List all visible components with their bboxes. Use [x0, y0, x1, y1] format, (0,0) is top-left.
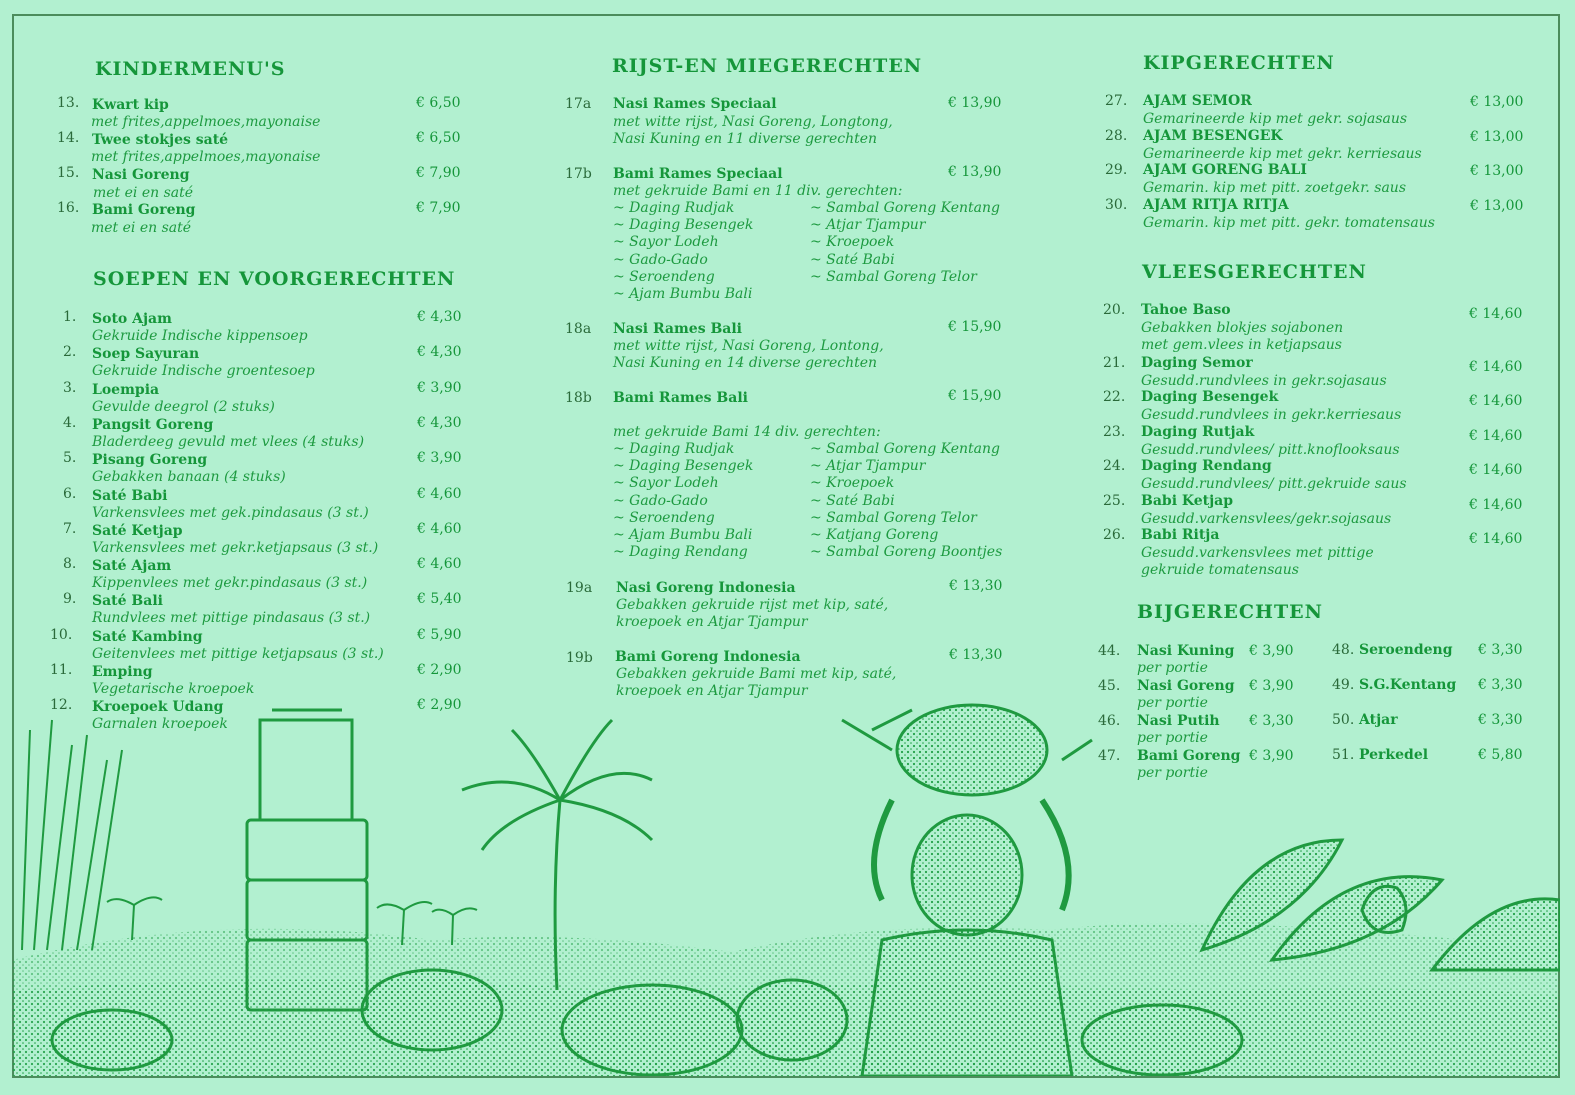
- item-name: AJAM RITJA RITJA: [1143, 196, 1289, 213]
- item-name: Pangsit Goreng: [92, 416, 214, 433]
- section-title-kip: KIPGERECHTEN: [1143, 52, 1335, 74]
- item-number: 48.: [1332, 642, 1355, 658]
- item-name: Perkedel: [1359, 747, 1429, 763]
- dish-sublist-item: ~ Daging Rudjak: [613, 200, 735, 216]
- item-price: € 14,60: [1469, 306, 1523, 322]
- item-description: kroepoek en Atjar Tjampur: [616, 614, 808, 630]
- item-price: € 7,90: [416, 165, 461, 181]
- item-name: Saté Kambing: [92, 628, 203, 645]
- item-number: 5.: [63, 450, 77, 467]
- item-number: 15.: [57, 165, 80, 181]
- item-number: 44.: [1098, 643, 1121, 659]
- dish-sublist-item: ~ Atjar Tjampur: [810, 217, 926, 234]
- section-title-bij: BIJGERECHTEN: [1137, 601, 1323, 623]
- item-price: € 3,90: [1249, 748, 1294, 764]
- item-description: kroepoek en Atjar Tjampur: [616, 683, 808, 699]
- item-name: Seroendeng: [1359, 642, 1453, 658]
- item-price: € 14,60: [1469, 531, 1523, 547]
- dish-sublist-item: ~ Saté Babi: [810, 492, 895, 509]
- item-number: 28.: [1105, 127, 1128, 144]
- item-name: Bami Goreng: [1137, 748, 1241, 764]
- item-description: Gekruide Indische kippensoep: [92, 328, 308, 344]
- item-price: € 5,40: [417, 591, 462, 608]
- item-price: € 3,90: [417, 450, 462, 467]
- item-price: € 7,90: [416, 200, 461, 216]
- item-name: Nasi Putih: [1137, 713, 1220, 729]
- item-description: Gesudd.rundvlees/ pitt.gekruide saus: [1141, 476, 1407, 492]
- dish-sublist-item: ~ Daging Rendang: [613, 544, 748, 561]
- item-number: 11.: [50, 662, 73, 678]
- dish-sublist-item: ~ Gado-Gado: [613, 492, 708, 509]
- dish-sublist-item: ~ Daging Besengek: [613, 217, 754, 234]
- item-description: Gekruide Indische groentesoep: [92, 363, 315, 380]
- item-name: Nasi Goreng: [1137, 678, 1235, 694]
- item-price: € 3,30: [1478, 642, 1523, 658]
- section-title-rijst: RIJST-EN MIEGERECHTEN: [612, 55, 923, 77]
- item-description: Gebakken gekruide rijst met kip, saté,: [616, 597, 889, 613]
- item-price: € 13,00: [1470, 197, 1524, 214]
- item-number: 49.: [1332, 677, 1355, 693]
- item-price: € 13,00: [1470, 128, 1524, 145]
- item-description: Gemarineerde kip met gekr. kerriesaus: [1143, 145, 1422, 162]
- item-price: € 2,90: [417, 697, 462, 714]
- item-name: Loempia: [92, 381, 160, 398]
- item-description: Gemarin. kip met pitt. gekr. tomatensaus: [1143, 214, 1435, 231]
- item-price: € 4,60: [417, 556, 462, 573]
- item-price: € 15,90: [948, 319, 1002, 335]
- item-number: 23.: [1103, 424, 1126, 440]
- item-number: 24.: [1103, 458, 1126, 474]
- section-title-vlees: VLEESGERECHTEN: [1142, 261, 1367, 283]
- item-name: Nasi Goreng: [92, 167, 190, 183]
- item-number: 18b: [565, 390, 592, 406]
- item-price: € 3,90: [1249, 678, 1294, 694]
- item-price: € 14,60: [1469, 428, 1523, 444]
- dish-sublist-item: ~ Sambal Goreng Kentang: [810, 200, 1000, 216]
- item-number: 1.: [63, 309, 77, 325]
- dish-sublist-item: ~ Sayor Lodeh: [613, 475, 719, 492]
- dish-sublist-item: ~ Daging Besengek: [613, 458, 754, 475]
- item-description: per portie: [1137, 660, 1208, 676]
- item-description: Gesudd.rundvlees in gekr.kerriesaus: [1141, 407, 1402, 423]
- dish-sublist-item: ~ Seroendeng: [613, 268, 715, 285]
- item-name: S.G.Kentang: [1359, 677, 1457, 693]
- item-description: Rundvlees met pittige pindasaus (3 st.): [92, 610, 371, 627]
- item-price: € 13,30: [949, 647, 1003, 663]
- item-description: met gem.vlees in ketjapsaus: [1141, 337, 1342, 353]
- item-price: € 6,50: [416, 130, 461, 146]
- item-description: Nasi Kuning en 11 diverse gerechten: [613, 131, 878, 147]
- item-number: 14.: [57, 130, 80, 146]
- item-number: 17a: [565, 96, 592, 112]
- item-number: 45.: [1098, 678, 1121, 694]
- item-price: € 13,90: [948, 95, 1002, 111]
- item-description: met witte rijst, Nasi Goreng, Lontong,: [613, 338, 884, 354]
- item-number: 12.: [50, 697, 73, 714]
- item-description: met ei en saté: [93, 185, 194, 201]
- item-description: met witte rijst, Nasi Goreng, Longtong,: [613, 114, 893, 130]
- item-description: Gesudd.rundvlees in gekr.sojasaus: [1141, 373, 1387, 389]
- item-number: 30.: [1105, 196, 1128, 213]
- item-description: met gekruide Bami en 11 div. gerechten:: [613, 183, 903, 199]
- item-price: € 4,30: [417, 309, 462, 325]
- dish-sublist-item: ~ Kroepoek: [810, 475, 895, 492]
- item-price: € 3,90: [417, 379, 462, 396]
- item-number: 7.: [63, 520, 77, 537]
- item-number: 20.: [1103, 302, 1126, 318]
- item-price: € 5,90: [417, 626, 462, 643]
- item-description: Kippenvlees met gekr.pindasaus (3 st.): [92, 575, 368, 592]
- item-name: Tahoe Baso: [1141, 302, 1231, 318]
- dish-sublist-item: ~ Sambal Goreng Kentang: [810, 441, 1000, 457]
- item-number: 16.: [57, 200, 80, 216]
- item-number: 8.: [63, 556, 77, 573]
- item-description: Gebakken gekruide Bami met kip, saté,: [616, 666, 897, 682]
- item-description: Gesudd.varkensvlees met pittige: [1141, 545, 1374, 561]
- dish-sublist-item: ~ Daging Rudjak: [613, 441, 735, 457]
- item-description: Varkensvlees met gekr.ketjapsaus (3 st.): [92, 539, 379, 556]
- item-name: Nasi Rames Bali: [613, 321, 742, 337]
- item-price: € 3,30: [1249, 713, 1294, 729]
- item-name: Saté Ajam: [92, 558, 172, 575]
- item-name: Bami Goreng: [92, 202, 196, 218]
- item-description: Gemarineerde kip met gekr. sojasaus: [1143, 111, 1408, 127]
- item-price: € 4,30: [417, 344, 462, 361]
- item-description: Bladerdeeg gevuld met vlees (4 stuks): [92, 433, 365, 450]
- item-name: Bami Rames Bali: [613, 390, 748, 406]
- item-number: 9.: [63, 591, 77, 608]
- dish-sublist-item: ~ Saté Babi: [810, 251, 895, 268]
- item-number: 47.: [1098, 748, 1121, 764]
- item-number: 19b: [566, 650, 593, 666]
- item-number: 29.: [1105, 162, 1128, 178]
- dish-sublist-item: ~ Sambal Goreng Boontjes: [810, 544, 1003, 561]
- item-number: 25.: [1103, 493, 1126, 509]
- dish-sublist-item: ~ Sambal Goreng Telor: [810, 509, 977, 526]
- item-description: per portie: [1137, 765, 1208, 781]
- item-number: 21.: [1103, 355, 1126, 371]
- item-number: 22.: [1103, 389, 1126, 405]
- item-name: Pisang Goreng: [92, 452, 208, 469]
- item-name: Daging Semor: [1141, 355, 1253, 371]
- item-price: € 5,80: [1478, 747, 1523, 763]
- item-name: Saté Ketjap: [92, 522, 183, 539]
- item-name: AJAM BESENGEK: [1143, 127, 1283, 144]
- item-price: € 13,90: [948, 164, 1002, 180]
- item-description: Gevulde deegrol (2 stuks): [92, 398, 275, 415]
- item-number: 26.: [1103, 527, 1126, 543]
- item-price: € 2,90: [417, 662, 462, 678]
- item-name: Daging Rutjak: [1141, 424, 1255, 440]
- item-name: Atjar: [1359, 712, 1398, 728]
- item-description: Gesudd.rundvlees/ pitt.knoflooksaus: [1141, 442, 1400, 458]
- item-price: € 15,90: [948, 388, 1002, 404]
- dish-sublist-item: ~ Seroendeng: [613, 509, 715, 526]
- item-description: met gekruide Bami 14 div. gerechten:: [613, 424, 881, 440]
- dish-sublist-item: ~ Sambal Goreng Telor: [810, 268, 977, 285]
- item-name: Saté Babi: [92, 487, 168, 504]
- grass-icon: [22, 720, 122, 950]
- item-name: Saté Bali: [92, 593, 163, 610]
- item-description: Geitenvlees met pittige ketjapsaus (3 st.): [92, 645, 384, 662]
- item-name: Kwart kip: [92, 97, 169, 113]
- item-description: Vegetarische kroepoek: [92, 681, 255, 697]
- item-name: AJAM SEMOR: [1143, 93, 1252, 109]
- item-price: € 14,60: [1469, 462, 1523, 478]
- item-name: Soep Sayuran: [92, 346, 200, 363]
- item-name: Emping: [92, 664, 153, 680]
- item-description: Gebakken blokjes sojabonen: [1141, 320, 1344, 336]
- item-price: € 4,30: [417, 414, 462, 431]
- illustration-scene: [12, 690, 1560, 1076]
- dish-sublist-item: ~ Kroepoek: [810, 234, 895, 251]
- item-price: € 13,00: [1470, 163, 1524, 179]
- dish-sublist-item: ~ Ajam Bumbu Bali: [613, 286, 753, 302]
- item-description: gekruide tomatensaus: [1141, 562, 1299, 578]
- item-name: Soto Ajam: [92, 311, 172, 327]
- item-number: 4.: [63, 414, 77, 431]
- item-description: per portie: [1137, 730, 1208, 746]
- item-name: Nasi Kuning: [1137, 643, 1235, 659]
- item-price: € 6,50: [416, 95, 461, 111]
- item-description: Varkensvlees met gek.pindasaus (3 st.): [92, 504, 369, 521]
- item-number: 6.: [63, 485, 77, 502]
- item-description: Gebakken banaan (4 stuks): [92, 469, 286, 486]
- item-number: 50.: [1332, 712, 1355, 728]
- item-name: Twee stokjes saté: [92, 132, 229, 148]
- item-number: 13.: [57, 95, 80, 111]
- item-description: Nasi Kuning en 14 diverse gerechten: [613, 355, 878, 371]
- item-price: € 3,90: [1249, 643, 1294, 659]
- item-number: 19a: [566, 580, 593, 596]
- item-name: Kroepoek Udang: [92, 699, 224, 716]
- item-price: € 3,30: [1478, 677, 1523, 693]
- item-description: met ei en saté: [91, 220, 192, 236]
- item-name: Nasi Rames Speciaal: [613, 96, 777, 112]
- item-name: Daging Besengek: [1141, 389, 1279, 405]
- item-name: Bami Goreng Indonesia: [615, 649, 801, 665]
- item-price: € 14,60: [1469, 393, 1523, 409]
- item-name: Babi Ritja: [1141, 527, 1220, 543]
- dish-sublist-item: ~ Gado-Gado: [613, 251, 708, 268]
- item-description: Gesudd.varkensvlees/gekr.sojasaus: [1141, 511, 1392, 527]
- item-name: Babi Ketjap: [1141, 493, 1234, 509]
- section-title-kindermenu: KINDERMENU'S: [95, 58, 286, 80]
- item-price: € 3,30: [1478, 712, 1523, 728]
- section-title-soepen: SOEPEN EN VOORGERECHTEN: [93, 268, 456, 290]
- dish-sublist-item: ~ Atjar Tjampur: [810, 458, 926, 475]
- item-description: met frites,appelmoes,mayonaise: [91, 114, 321, 130]
- item-name: Bami Rames Speciaal: [613, 166, 783, 182]
- item-name: Nasi Goreng Indonesia: [616, 580, 796, 596]
- dish-sublist-item: ~ Ajam Bumbu Bali: [613, 527, 753, 543]
- item-number: 46.: [1098, 713, 1121, 729]
- item-number: 10.: [50, 626, 73, 643]
- item-name: AJAM GORENG BALI: [1143, 162, 1307, 178]
- dish-sublist-item: ~ Katjang Goreng: [810, 527, 939, 543]
- item-description: per portie: [1137, 695, 1208, 711]
- woman-with-basket-icon: [842, 705, 1092, 1076]
- item-number: 17b: [565, 166, 592, 182]
- dish-sublist-item: ~ Sayor Lodeh: [613, 234, 719, 251]
- item-name: Daging Rendang: [1141, 458, 1272, 474]
- item-price: € 13,00: [1470, 94, 1524, 110]
- item-number: 18a: [565, 321, 592, 337]
- item-number: 3.: [63, 379, 77, 396]
- item-description: Gemarin. kip met pitt. zoetgekr. saus: [1143, 180, 1407, 196]
- item-description: met frites,appelmoes,mayonaise: [91, 149, 321, 165]
- item-price: € 4,60: [417, 520, 462, 537]
- item-price: € 4,60: [417, 485, 462, 502]
- item-price: € 13,30: [949, 578, 1003, 594]
- item-description: Garnalen kroepoek: [92, 716, 228, 733]
- item-price: € 14,60: [1469, 359, 1523, 375]
- item-number: 2.: [63, 344, 77, 361]
- item-number: 27.: [1105, 93, 1128, 109]
- item-price: € 14,60: [1469, 497, 1523, 513]
- item-number: 51.: [1332, 747, 1355, 763]
